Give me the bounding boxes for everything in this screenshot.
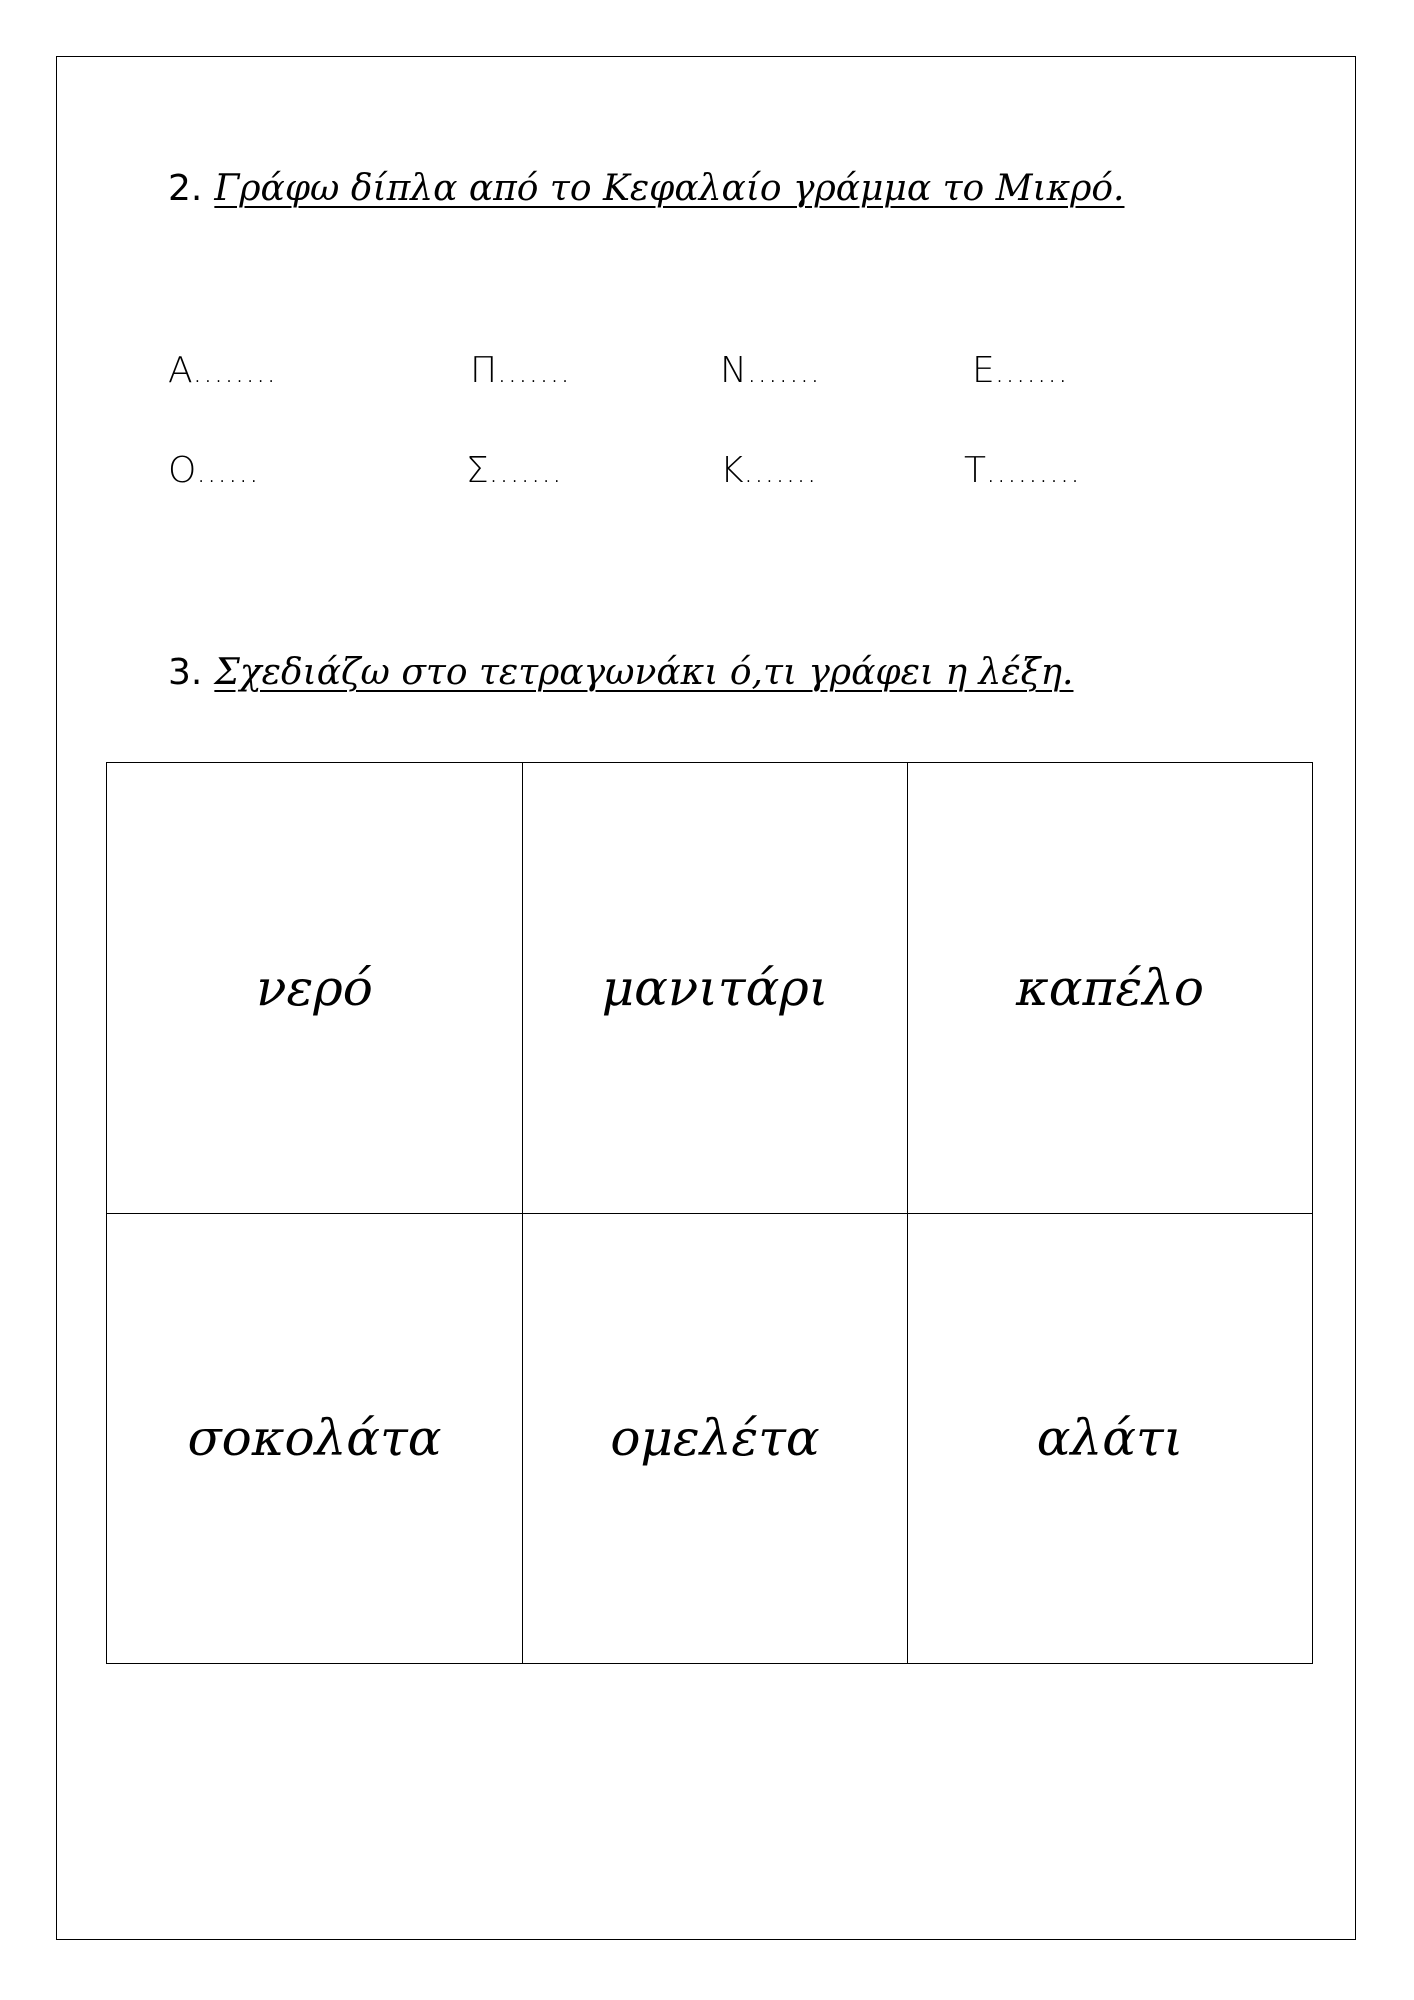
question-2-heading [168,168,1124,209]
drawing-cell[interactable] [523,763,908,1214]
cell-word: καπέλο [1015,958,1205,1017]
drawing-grid [106,762,1313,1664]
drawing-cell[interactable] [107,1213,523,1664]
question-2-text: Γράφω δίπλα από το Κεφαλαίο γράμμα το Μικρό. [214,168,1125,209]
question-3-heading [168,652,1073,693]
cell-word: αλάτι [1036,1409,1184,1468]
drawing-cell[interactable] [908,763,1313,1214]
drawing-cell[interactable] [107,763,523,1214]
letter-item [466,450,563,491]
grid-row [107,763,1313,1214]
capital-letter: Α [168,350,193,391]
drawing-cell[interactable] [908,1213,1313,1664]
letter-item [720,350,821,391]
question-2-number: 2. [168,168,203,209]
letter-item [964,450,1081,491]
capital-letter: Ε [972,350,995,391]
answer-blank[interactable]: ....... [746,355,821,390]
answer-blank[interactable]: ....... [994,355,1069,390]
answer-blank[interactable]: ....... [488,455,563,490]
capital-letter: Τ [964,450,986,491]
answer-blank[interactable]: ........ [192,355,277,390]
question-3-number: 3. [168,652,203,693]
cell-word: νερό [256,958,373,1017]
capital-letter: Σ [466,450,489,491]
capital-letter: Ν [720,350,747,391]
cell-word: ομελέτα [610,1409,820,1468]
answer-blank[interactable]: ....... [743,455,818,490]
capital-letter: Ο [168,450,197,491]
answer-blank[interactable]: ....... [497,355,571,390]
capital-letter: Κ [720,450,744,491]
capital-letter: Π [470,350,498,391]
letter-item [720,450,817,491]
letter-item [470,350,571,391]
letter-item [972,350,1069,391]
grid-row [107,1213,1313,1664]
question-3-text: Σχεδιάζω στο τετραγωνάκι ό,τι γράφει η λέξη. [214,652,1074,693]
answer-blank[interactable]: ......... [986,455,1081,490]
letter-item [168,350,277,391]
answer-blank[interactable]: ...... [196,455,260,490]
cell-word: σοκολάτα [187,1409,442,1468]
drawing-cell[interactable] [523,1213,908,1664]
letter-item [168,450,260,491]
cell-word: μανιτάρι [601,958,829,1017]
